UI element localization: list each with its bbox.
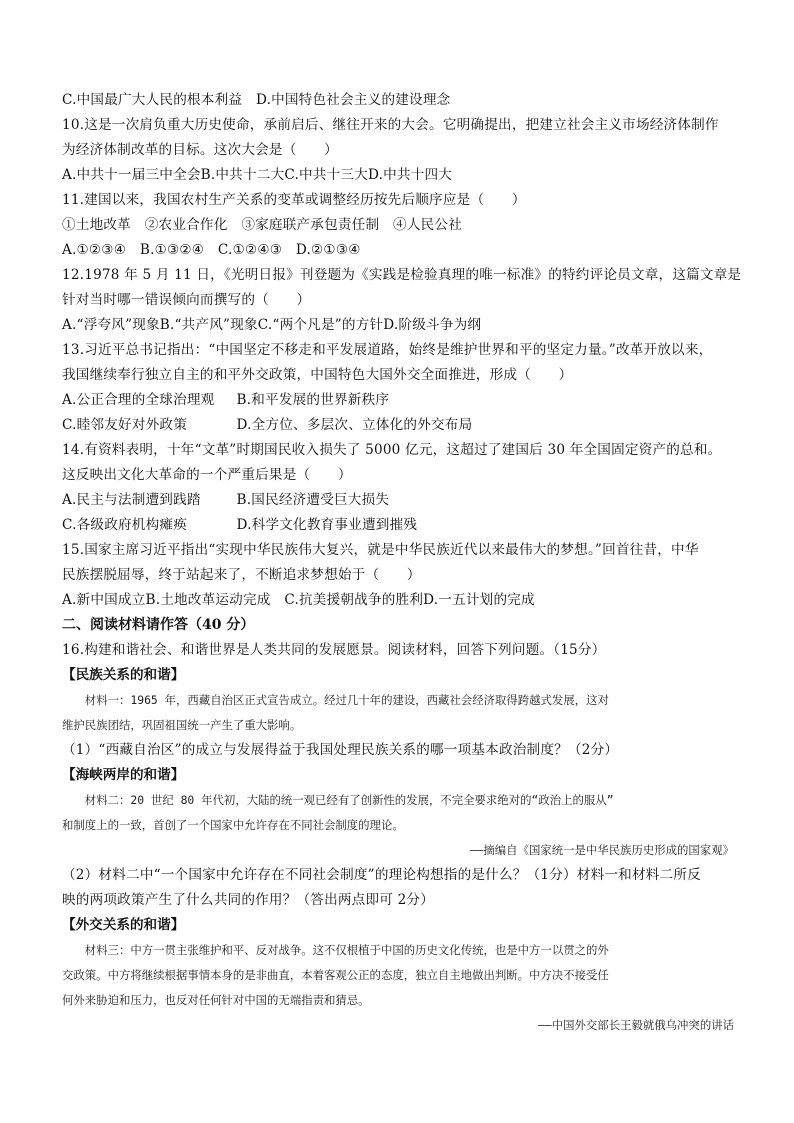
q14-options-cd <box>62 513 734 538</box>
q13-options-cd <box>62 413 734 438</box>
q13-options-ab <box>62 388 734 413</box>
q13-option-b: B.和平发展的世界新秩序 <box>236 392 390 408</box>
q16-part-2-line-1: （2）材料二中“一个国家中允许存在不同社会制度”的理论构想指的是什么？（1分）材料一和材料二所反 <box>62 867 701 883</box>
q11-stem: 11.建国以来，我国农村生产关系的变革或调整经历按先后顺序应是（ ） <box>62 192 526 208</box>
q13-stem-1: 13.习近平总书记指出：“中国坚定不移走和平发展道路，始终是维护世界和平的坚定力量。”改革开放以来， <box>62 342 713 358</box>
q15-stem-2: 民族摆脱屈辱，终于站起来了，不断追求梦想始于（ ） <box>62 567 421 583</box>
section-2-title: 二、阅读材料请作答（40 分） <box>62 617 255 633</box>
q12-stem-2: 针对当时哪一错误倾向而撰写的（ ） <box>62 292 311 308</box>
ethnic-harmony-heading: 【民族关系的和谐】 <box>62 667 185 683</box>
q16-stem: 16.构建和谐社会、和谐世界是人类共同的发展愿景。阅读材料，回答下列问题。（15分） <box>62 642 606 658</box>
q9-options-cd: C.中国最广大人民的根本利益 D.中国特色社会主义的建设理念 <box>62 92 451 108</box>
q14-option-a: A.民主与法制遭到践踏 <box>62 492 201 508</box>
q12-options: A.“浮夸风”现象B.“共产风”现象C.“两个凡是”的方针D.阶级斗争为纲 <box>62 317 482 333</box>
q14-option-d: D.科学文化教育事业遭到摧残 <box>236 517 418 533</box>
exam-page <box>62 88 742 1038</box>
q14-options-ab <box>62 488 734 513</box>
q13-option-c: C.睦邻友好对外政策 <box>62 417 187 433</box>
q11-options: A.①②③④ B.①③②④ C.①②④③ D.②①③④ <box>62 242 361 258</box>
cross-strait-heading: 【海峡两岸的和谐】 <box>62 767 185 783</box>
material-2-source: ——摘编自《国家统一是中华民族历史形成的国家观》 <box>469 843 734 857</box>
q10-stem-2: 为经济体制改革的目标。这次大会是（ ） <box>62 142 338 158</box>
material-3-line-1: 材料三：中方一贯主张维护和平、反对战争。这不仅根植于中国的历史文化传统，也是中方一以贯之的外 <box>84 943 609 957</box>
q13-option-d: D.全方位、多层次、立体化的外交布局 <box>236 417 473 433</box>
material-2-line-1: 材料二：20 世纪 80 年代初，大陆的统一观已经有了创新性的发展，不完全要求绝对的“政治上的服从” <box>84 793 614 807</box>
q16-part-2-line-2: 映的两项政策产生了什么共同的作用？（答出两点即可 2分） <box>62 892 435 908</box>
q11-items: ①土地改革 ②农业合作化 ③家庭联产承包责任制 ④人民公社 <box>62 217 463 233</box>
material-1-line-1: 材料一：1965 年，西藏自治区正式宣告成立。经过几十年的建设，西藏社会经济取得跨越式发展，这对 <box>84 693 609 707</box>
q10-stem-1: 10.这是一次肩负重大历史使命，承前启后、继往开来的大会。它明确提出，把建立社会主义市场经济体制作 <box>62 117 719 133</box>
material-1-line-2: 维护民族团结，巩固祖国统一产生了重大影响。 <box>62 718 302 732</box>
foreign-relations-heading: 【外交关系的和谐】 <box>62 917 185 933</box>
q14-option-c: C.各级政府机构瘫痪 <box>62 517 187 533</box>
material-3-line-2: 交政策。中方将继续根据事情本身的是非曲直，本着客观公正的态度，独立自主地做出判断。中方决不接受任 <box>62 968 609 982</box>
q14-option-b: B.国民经济遭受巨大损失 <box>236 492 390 508</box>
q10-options: A.中共十一届三中全会B.中共十二大C.中共十三大D.中共十四大 <box>62 167 453 183</box>
q12-stem-1: 12.1978 年 5 月 11 日，《光明日报》刊登题为《实践是检验真理的唯一标准》的特约评论员文章，这篇文章是 <box>62 267 742 283</box>
q13-stem-2: 我国继续奉行独立自主的和平外交政策，中国特色大国外交全面推进，形成（ ） <box>62 367 573 383</box>
q14-stem-1: 14.有资料表明，十年“文革”时期国民收入损失了 5000 亿元，这超过了建国后 30 年全国固定资产的总和。 <box>62 442 722 458</box>
q15-stem-1: 15.国家主席习近平指出“实现中华民族伟大复兴，就是中华民族近代以来最伟大的梦想。”回首往昔，中华 <box>62 542 699 558</box>
material-2-line-2: 和制度上的一致，首创了一个国家中允许存在不同社会制度的理论。 <box>62 818 404 832</box>
material-3-line-3: 何外来胁迫和压力，也反对任何针对中国的无端指责和猜忌。 <box>62 993 370 1007</box>
q16-part-1: （1）“西藏自治区”的成立与发展得益于我国处理民族关系的哪一项基本政治制度？（2分） <box>62 742 619 758</box>
q13-option-a: A.公正合理的全球治理观 <box>62 392 215 408</box>
q15-options: A.新中国成立B.土地改革运动完成 C.抗美援朝战争的胜利D.一五计划的完成 <box>62 592 535 608</box>
q14-stem-2: 这反映出文化大革命的一个严重后果是（ ） <box>62 467 352 483</box>
material-3-source: ——中国外交部长王毅就俄乌冲突的讲话 <box>538 1018 734 1032</box>
